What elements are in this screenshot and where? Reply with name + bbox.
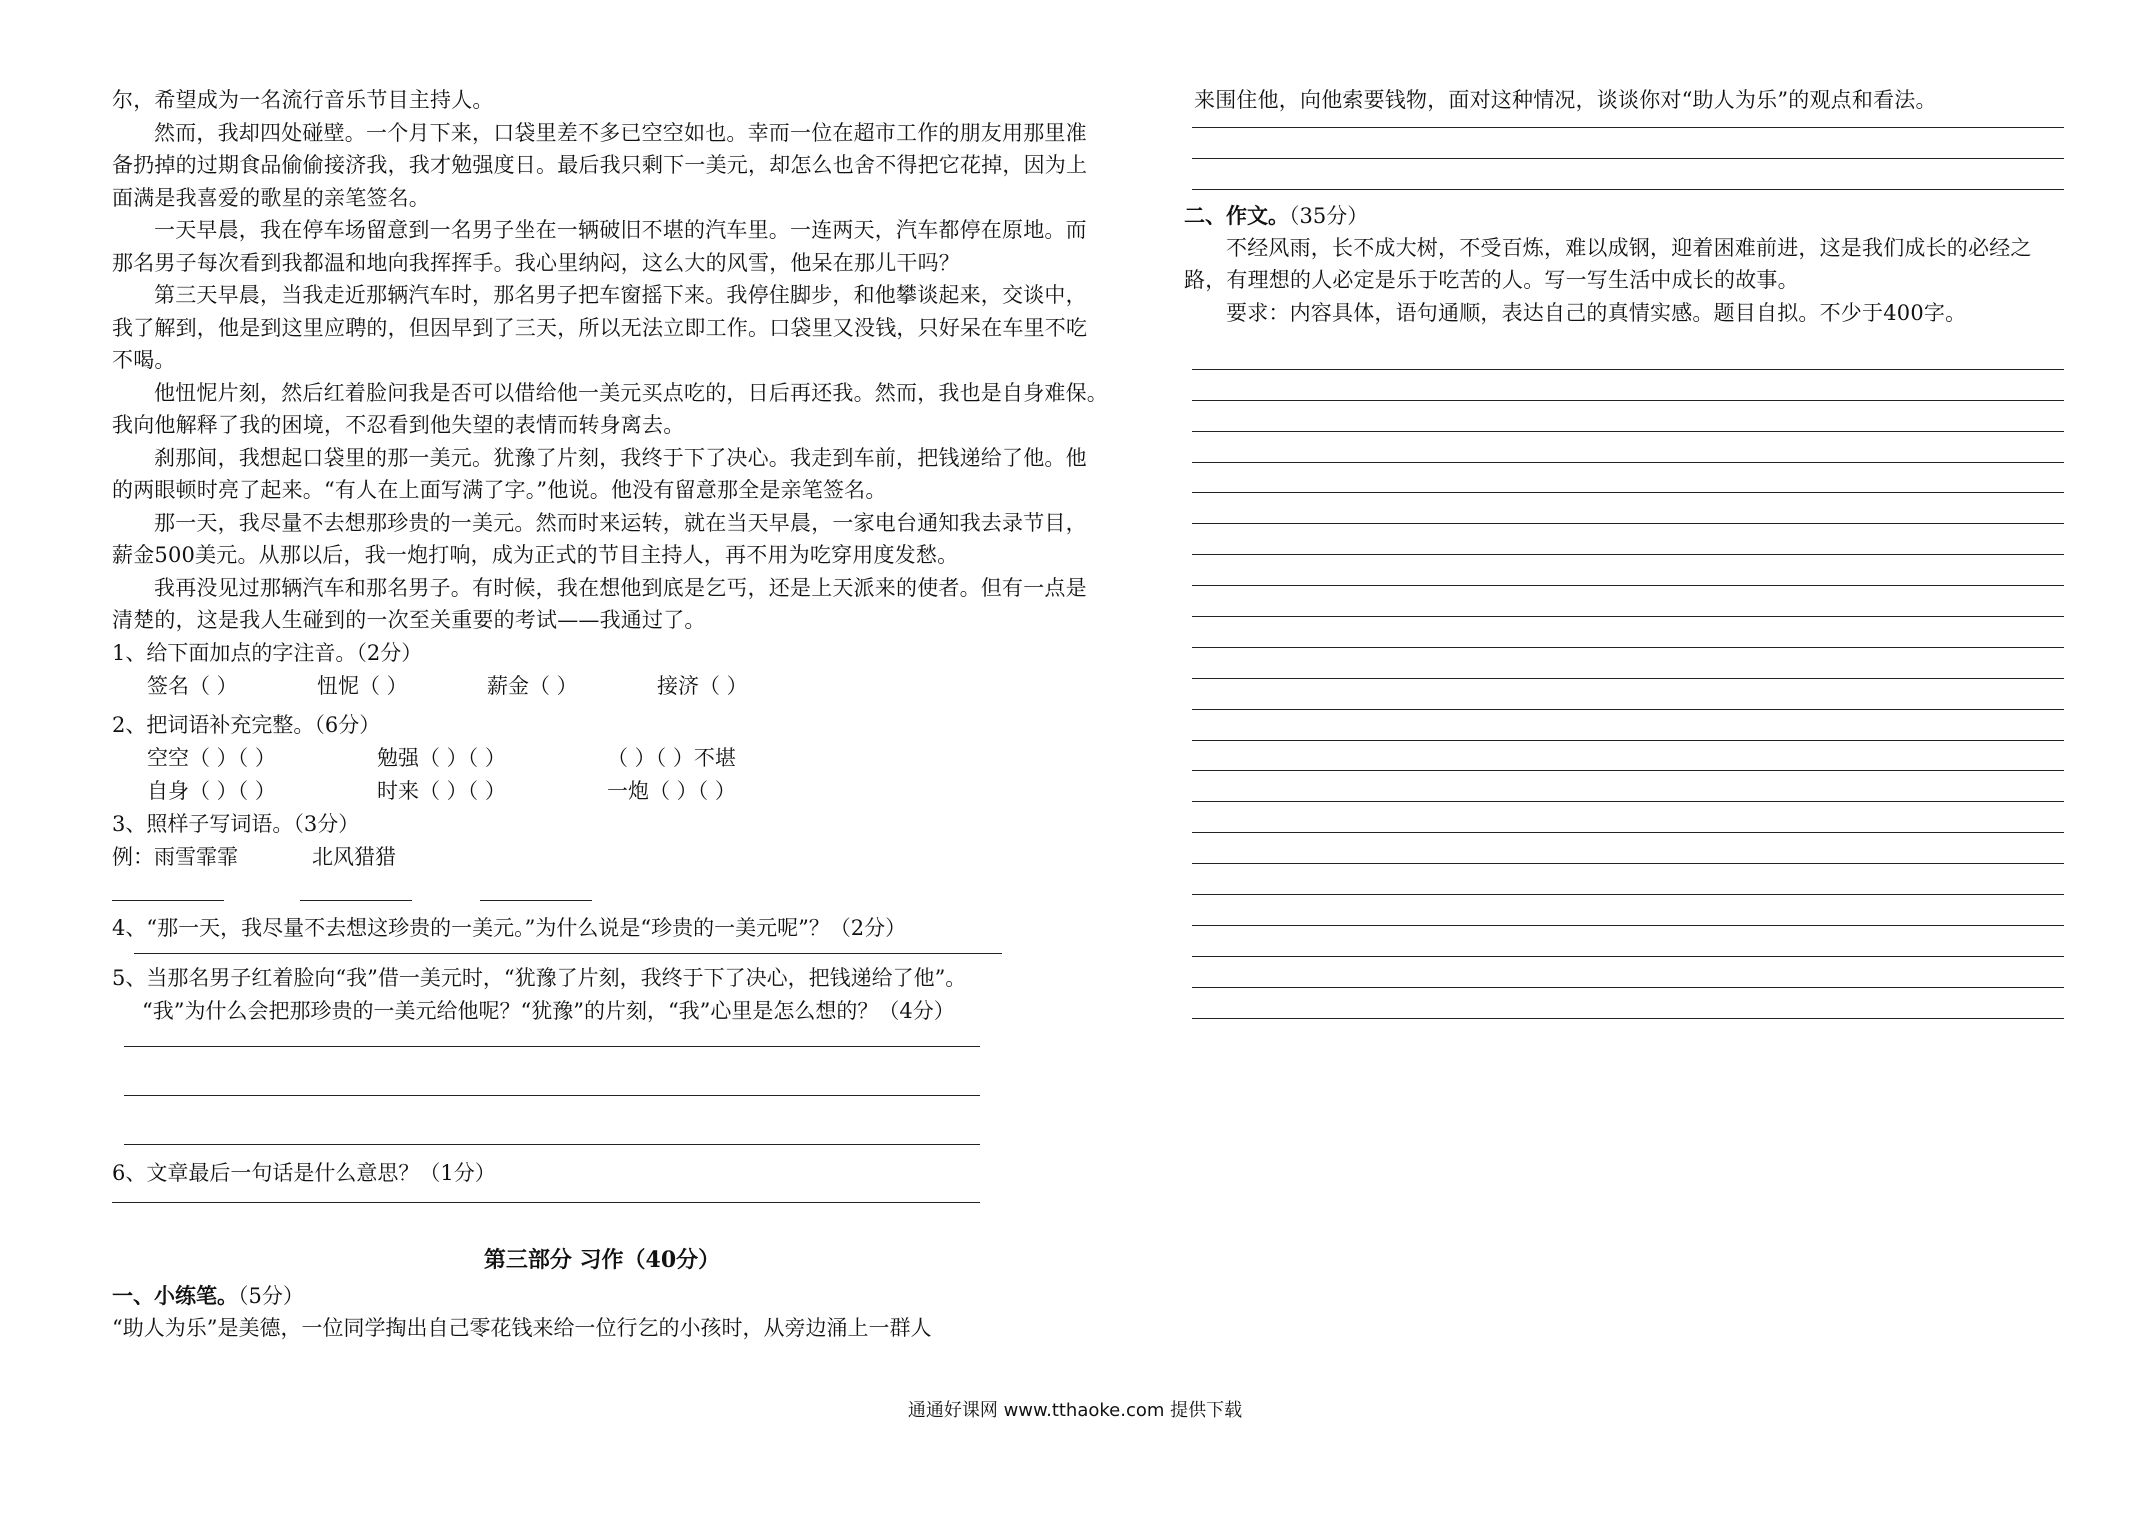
essay-line[interactable] bbox=[1192, 802, 2064, 833]
essay-line[interactable] bbox=[1192, 895, 2064, 926]
passage-line: 刹那间，我想起口袋里的那一美元。犹豫了片刻，我终于下了决心。我走到车前，把钱递给了他。他 bbox=[154, 445, 1087, 470]
passage-line: 备扔掉的过期食品偷偷接济我，我才勉强度日。最后我只剩下一美元，却怎么也舍不得把它花掉，因为上 bbox=[112, 153, 1088, 177]
essay-line[interactable] bbox=[1192, 586, 2064, 617]
essay-line[interactable] bbox=[1192, 833, 2064, 864]
answer-line[interactable] bbox=[112, 1202, 980, 1203]
left-column bbox=[112, 84, 1108, 1344]
answer-blank[interactable] bbox=[112, 878, 224, 901]
essay-line[interactable] bbox=[1192, 926, 2064, 957]
essay-writing-lines bbox=[1184, 339, 2064, 1019]
essay-line[interactable] bbox=[1192, 679, 2064, 710]
passage-line: 那名男子每次看到我都温和地向我挥挥手。我心里纳闷，这么大的风雪，他呆在那儿干吗？ bbox=[112, 250, 960, 275]
question-6: 6、文章最后一句话是什么意思？（1分） bbox=[112, 1160, 496, 1185]
passage-line: 清楚的，这是我人生碰到的一次至关重要的考试——我通过了。 bbox=[112, 608, 706, 632]
pinyin-item[interactable]: 签名（ ） bbox=[147, 673, 238, 698]
essay-line[interactable] bbox=[1192, 370, 2064, 401]
question-4: 4、“那一天，我尽量不去想这珍贵的一美元。”为什么说是“珍贵的一美元呢”？（2分） bbox=[112, 915, 907, 940]
essay-requirements: 要求：内容具体，语句通顺，表达自己的真情实感。题目自拟。不少于400字。 bbox=[1226, 300, 1967, 325]
essay-line[interactable] bbox=[1192, 524, 2064, 555]
question-1-items bbox=[112, 670, 992, 703]
passage-line: 一天早晨，我在停车场留意到一名男子坐在一辆破旧不堪的汽车里。一连两天，汽车都停在原地。而 bbox=[154, 218, 1087, 242]
question-3: 3、照样子写词语。（3分） bbox=[112, 811, 360, 836]
question-5-cont: “我”为什么会把那珍贵的一美元给他呢？“犹豫”的片刻，“我”心里是怎么想的？（4分） bbox=[142, 998, 955, 1023]
fill-word-item[interactable]: 自身（ ）（ ） bbox=[147, 778, 276, 803]
passage-line: 然而，我却四处碰壁。一个月下来，口袋里差不多已空空如也。幸而一位在超市工作的朋友用那里准 bbox=[154, 120, 1087, 145]
section-2-heading bbox=[1184, 200, 2064, 232]
essay-line[interactable] bbox=[1192, 401, 2064, 432]
essay-line[interactable] bbox=[1192, 771, 2064, 802]
essay-line[interactable] bbox=[1192, 710, 2064, 741]
essay-line[interactable] bbox=[1192, 864, 2064, 895]
answer-line[interactable] bbox=[124, 1144, 980, 1145]
passage-line: 那一天，我尽量不去想那珍贵的一美元。然而时来运转，就在当天早晨，一家电台通知我去录节目， bbox=[154, 510, 1087, 535]
essay-line[interactable] bbox=[1192, 617, 2064, 648]
section-2-score: （35分） bbox=[1289, 203, 1369, 228]
passage-line: 我再没见过那辆汽车和那名男子。有时候，我在想他到底是乞丐，还是上天派来的使者。但有一点是 bbox=[154, 575, 1087, 600]
answer-blank[interactable] bbox=[480, 878, 592, 901]
section-1-label: 一、小练笔。 bbox=[112, 1282, 238, 1308]
fill-word-item[interactable]: 时来（ ）（ ） bbox=[377, 778, 506, 803]
question-3-example bbox=[112, 841, 992, 874]
answer-line[interactable] bbox=[1192, 189, 2064, 190]
part-3-title: 第三部分 习作（40分） bbox=[483, 1246, 721, 1273]
essay-line[interactable] bbox=[1192, 741, 2064, 772]
reading-passage bbox=[112, 84, 1108, 637]
fill-word-item[interactable]: （ ）（ ）不堪 bbox=[607, 745, 736, 770]
passage-line: 的两眼顿时亮了起来。“有人在上面写满了字。”他说。他没有留意那全是亲笔签名。 bbox=[112, 478, 887, 502]
passage-line: 我了解到，他是到这里应聘的，但因早到了三天，所以无法立即工作。口袋里又没钱，只好呆在车里不吃 bbox=[112, 315, 1088, 340]
passage-line: 他忸怩片刻，然后红着脸问我是否可以借给他一美元买点吃的，日后再还我。然而，我也是自身难保。 bbox=[154, 380, 1108, 405]
answer-line[interactable] bbox=[124, 1046, 980, 1047]
section-1-score: （5分） bbox=[238, 1283, 304, 1308]
fill-word-item[interactable]: 空空（ ）（ ） bbox=[147, 745, 276, 770]
answer-line[interactable] bbox=[1192, 158, 2064, 159]
passage-line: 不喝。 bbox=[112, 348, 176, 372]
essay-line[interactable] bbox=[1192, 493, 2064, 524]
example-label: 例：雨雪霏霏 bbox=[112, 844, 238, 869]
answer-line[interactable] bbox=[134, 953, 1002, 954]
essay-line[interactable] bbox=[1192, 432, 2064, 463]
fill-word-item[interactable]: 一炮（ ）（ ） bbox=[607, 778, 736, 803]
answer-line[interactable] bbox=[1192, 127, 2064, 128]
essay-line[interactable] bbox=[1192, 463, 2064, 494]
example-word: 北风猎猎 bbox=[312, 844, 396, 869]
passage-line: 面满是我喜爱的歌星的亲笔签名。 bbox=[112, 185, 430, 210]
section-2-label: 二、作文。 bbox=[1184, 202, 1289, 228]
right-column bbox=[1184, 84, 2064, 1019]
essay-line[interactable] bbox=[1192, 555, 2064, 586]
question-2-row bbox=[112, 775, 992, 808]
question-2: 2、把词语补充完整。（6分） bbox=[112, 712, 381, 737]
passage-line: 薪金500美元。从那以后，我一炮打响，成为正式的节目主持人，再不用为吃穿用度发愁。 bbox=[112, 543, 959, 567]
essay-line[interactable] bbox=[1192, 648, 2064, 679]
answer-blank[interactable] bbox=[300, 878, 412, 901]
essay-line[interactable] bbox=[1192, 957, 2064, 988]
section-1-heading bbox=[112, 1280, 992, 1312]
passage-line: 我向他解释了我的困境，不忍看到他失望的表情而转身离去。 bbox=[112, 413, 685, 437]
question-3-answer-lines bbox=[112, 874, 992, 908]
fill-word-item[interactable]: 勉强（ ）（ ） bbox=[377, 745, 506, 770]
section-1-text-continued: 来围住他，向他索要钱物，面对这种情况，谈谈你对“助人为乐”的观点和看法。 bbox=[1194, 88, 1937, 112]
section-1-text: “助人为乐”是美德，一位同学掏出自己零花钱来给一位行乞的小孩时，从旁边涌上一群人 bbox=[112, 1315, 932, 1340]
essay-prompt-line: 路，有理想的人必定是乐于吃苦的人。写一写生活中成长的故事。 bbox=[1184, 268, 1799, 292]
pinyin-item[interactable]: 接济（ ） bbox=[657, 673, 748, 698]
pinyin-item[interactable]: 忸怩（ ） bbox=[317, 673, 408, 698]
question-5: 5、当那名男子红着脸向“我”借一美元时，“犹豫了片刻，我终于下了决心，把钱递给了他”。 bbox=[112, 965, 967, 990]
answer-line[interactable] bbox=[124, 1095, 980, 1096]
pinyin-item[interactable]: 薪金（ ） bbox=[487, 673, 578, 698]
footer-credit: 通通好课网 www.tthaoke.com 提供下载 bbox=[907, 1400, 1243, 1421]
essay-line[interactable] bbox=[1192, 988, 2064, 1019]
essay-line[interactable] bbox=[1192, 339, 2064, 370]
passage-line: 尔，希望成为一名流行音乐节目主持人。 bbox=[112, 88, 494, 112]
passage-line: 第三天早晨，当我走近那辆汽车时，那名男子把车窗摇下来。我停住脚步，和他攀谈起来，交谈中， bbox=[154, 283, 1087, 307]
essay-prompt-line: 不经风雨，长不成大树，不受百炼，难以成钢，迎着困难前进，这是我们成长的必经之 bbox=[1226, 235, 2032, 260]
question-1: 1、给下面加点的字注音。（2分） bbox=[112, 640, 423, 665]
question-2-row bbox=[112, 742, 992, 775]
